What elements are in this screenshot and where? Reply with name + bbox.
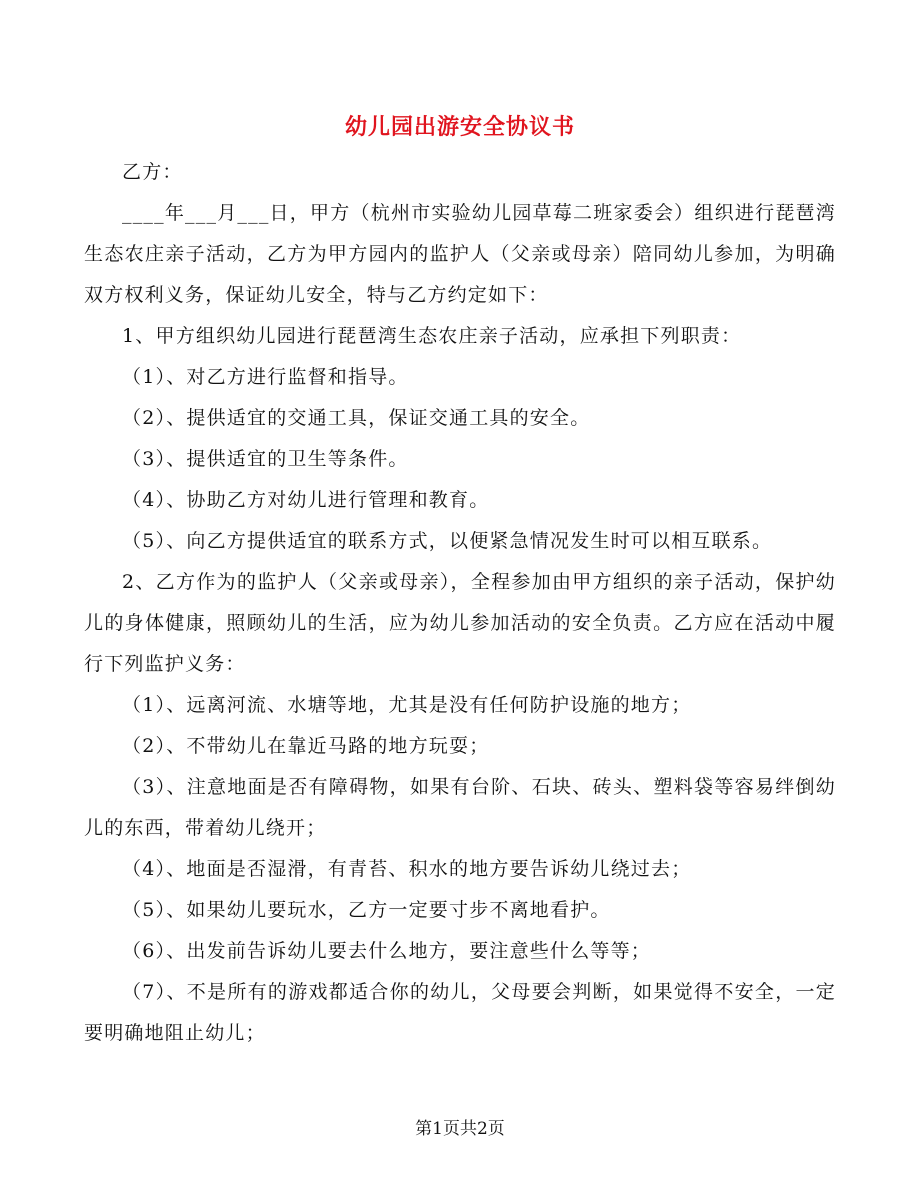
paragraph: （3）、提供适宜的卫生等条件。 (122, 448, 409, 470)
paragraph: （4）、地面是否湿滑，有青苔、积水的地方要告诉幼儿绕过去； (122, 858, 692, 880)
document-body (84, 152, 836, 1054)
paragraph: 2、乙方作为的监护人（父亲或母亲），全程参加由甲方组织的亲子活动，保护幼儿的身体健康，照顾幼儿的生活，应为幼儿参加活动的安全负责。乙方应在活动中履行下列监护义务： (84, 571, 836, 675)
paragraph: （6）、出发前告诉幼儿要去什么地方，要注意些什么等等； (122, 940, 651, 962)
paragraph: 1、甲方组织幼儿园进行琵琶湾生态农庄亲子活动，应承担下列职责： (122, 325, 742, 347)
paragraph: （7）、不是所有的游戏都适合你的幼儿，父母要会判断，如果觉得不安全，一定要明确地阻止幼儿； (84, 981, 836, 1044)
paragraph: （2）、提供适宜的交通工具，保证交通工具的安全。 (122, 407, 591, 429)
paragraph: （1）、远离河流、水塘等地，尤其是没有任何防护设施的地方； (122, 694, 692, 716)
page-footer: 第1页共2页 (415, 1119, 505, 1139)
paragraph: 乙方： (122, 161, 183, 183)
paragraph: （5）、向乙方提供适宜的联系方式，以便紧急情况发生时可以相互联系。 (122, 530, 773, 552)
paragraph: （5）、如果幼儿要玩水，乙方一定要寸步不离地看护。 (122, 899, 611, 921)
paragraph: ____年___月___日，甲方（杭州市实验幼儿园草莓二班家委会）组织进行琵琶湾生态农庄亲子活动，乙方为甲方园内的监护人（父亲或母亲）陪同幼儿参加，为明确双方权利义务，保证幼儿安全，特与乙方约定如下： (84, 202, 836, 306)
document-title: 幼儿园出游安全协议书 (344, 114, 575, 140)
paragraph: （1）、对乙方进行监督和指导。 (122, 366, 409, 388)
paragraph: （4）、协助乙方对幼儿进行管理和教育。 (122, 489, 490, 511)
paragraph: （2）、不带幼儿在靠近马路的地方玩耍； (122, 735, 490, 757)
paragraph: （3）、注意地面是否有障碍物，如果有台阶、石块、砖头、塑料袋等容易绊倒幼儿的东西，带着幼儿绕开； (84, 776, 836, 839)
